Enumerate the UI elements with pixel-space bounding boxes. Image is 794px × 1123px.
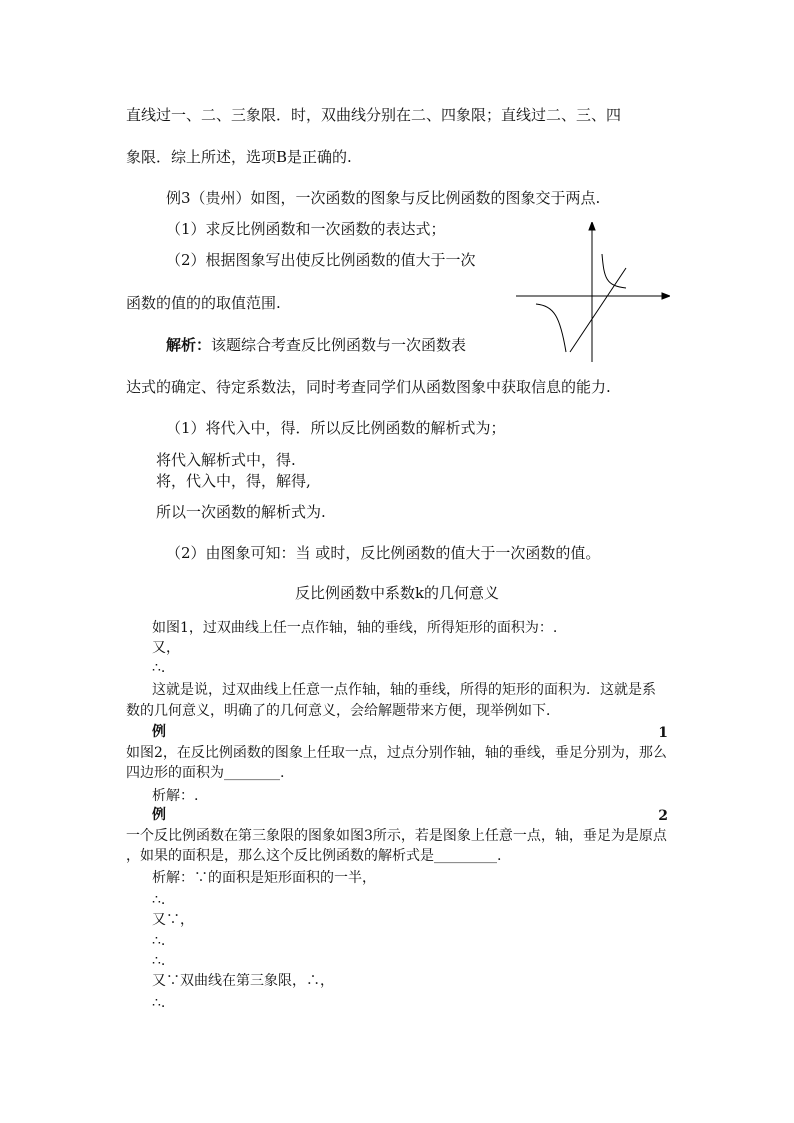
text-line: 直线过一、二、三象限．时，双曲线分别在二、四象限；直线过二、三、四 bbox=[126, 106, 622, 124]
text-line: 四边形的面积为________. bbox=[126, 765, 285, 781]
example1-number: 1 bbox=[658, 725, 668, 741]
solution-step: 所以一次函数的解析式为. bbox=[156, 503, 326, 521]
answer-line: 析解：∵的面积是矩形面积的一半， bbox=[152, 870, 376, 886]
text-line: 数的几何意义，明确了的几何意义，会给解题带来方便，现举例如下． bbox=[126, 703, 560, 719]
answer-line: ∴. bbox=[152, 892, 166, 908]
answer-line: ∴. bbox=[152, 933, 166, 949]
solution-step: （2）由图象可知：当 或时，反比例函数的值大于一次函数的值。 bbox=[166, 544, 601, 562]
analysis-continued: 达式的确定、待定系数法，同时考查同学们从函数图象中获取信息的能力. bbox=[126, 378, 611, 396]
question-2-continued: 函数的值的的取值范围. bbox=[126, 294, 281, 312]
y-axis-arrow-icon bbox=[589, 222, 595, 230]
section-title: 反比例函数中系数k的几何意义 bbox=[294, 584, 500, 602]
question-1: （1）求反比例函数和一次函数的表达式； bbox=[166, 220, 446, 238]
text-line: ∴. bbox=[152, 660, 166, 676]
analysis-text: 该题综合考查反比例函数与一次函数表 bbox=[211, 336, 467, 354]
solution-step: 将代入解析式中，得. bbox=[156, 451, 296, 469]
hyperbola-branch-q3 bbox=[536, 304, 566, 352]
text-line: 一个反比例函数在第三象限的图象如图3所示，若是图象上任意一点，轴，垂足为是原点 bbox=[126, 828, 667, 844]
text-line: 这就是说，过双曲线上任意一点作轴，轴的垂线，所得的矩形的面积为．这就是系 bbox=[152, 682, 656, 698]
answer-line: ∴. bbox=[152, 995, 166, 1011]
text-line: ，如果的面积是，那么这个反比例函数的解析式是_________. bbox=[126, 848, 502, 864]
hyperbola-branch-q1 bbox=[602, 254, 626, 288]
question-2: （2）根据图象写出使反比例函数的值大于一次 bbox=[166, 251, 476, 269]
solution-step: （1）将代入中，得．所以反比例函数的解析式为； bbox=[166, 419, 506, 437]
solution-step: 将，代入中，得，解得, bbox=[156, 472, 311, 490]
answer-line: 又∵， bbox=[152, 912, 194, 928]
example2-label: 例 bbox=[152, 807, 166, 823]
analysis-label: 解析： bbox=[166, 336, 212, 354]
function-graph bbox=[514, 222, 670, 362]
text-line: 如图2，在反比例函数的图象上任取一点，过点分别作轴，轴的垂线，垂足分别为，那么 bbox=[126, 745, 667, 761]
analysis-line bbox=[166, 338, 466, 353]
answer-line: ∴. bbox=[152, 953, 166, 969]
example3-source: （贵州）如图，一次函数的图象与反比例函数的图象交于两点. bbox=[190, 189, 601, 207]
example3-heading bbox=[166, 191, 600, 206]
example1-label: 例 bbox=[152, 724, 166, 740]
x-axis-arrow-icon bbox=[662, 293, 670, 299]
example3-title: 例3 bbox=[166, 189, 191, 207]
text-line: 又， bbox=[152, 640, 180, 656]
text-line: 如图1，过双曲线上任一点作轴，轴的垂线，所得矩形的面积为：. bbox=[152, 620, 558, 636]
example2-number: 2 bbox=[658, 808, 668, 824]
text-line: 象限．综上所述，选项B是正确的. bbox=[126, 148, 352, 166]
linear-function-line bbox=[570, 268, 626, 352]
answer-line: 析解：. bbox=[152, 788, 199, 804]
answer-line: 又∵双曲线在第三象限，∴， bbox=[152, 973, 334, 989]
